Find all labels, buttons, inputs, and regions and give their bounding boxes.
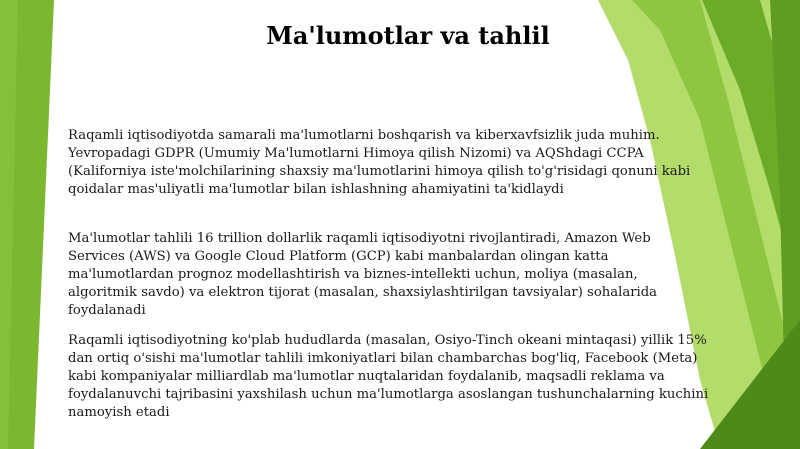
paragraph-data-analytics <box>68 230 768 320</box>
paragraph-data-management <box>68 127 768 199</box>
paragraph-line: kabi kompaniyalar milliardlab ma'lumotlar nuqtalaridan foydalanib, maqsadli reklama va <box>68 369 665 384</box>
paragraph-line: foydalanadi <box>68 303 146 318</box>
paragraph-line: Yevropadagi GDPR (Umumiy Ma'lumotlarni Himoya qilish Nizomi) va AQShdagi CCPA <box>68 146 644 161</box>
slide-title: Ma'lumotlar va tahlil <box>266 21 550 50</box>
paragraph-line: ma'lumotlardan prognoz modellashtirish va biznes-intellekti uchun, moliya (masalan, <box>68 267 638 282</box>
paragraph-line: Raqamli iqtisodiyotda samarali ma'lumotlarni boshqarish va kiberxavfsizlik juda muhim. <box>68 128 660 143</box>
paragraph-line: algoritmik savdo) va elektron tijorat (masalan, shaxsiylashtirilgan tavsiyalar) sohalarida <box>68 285 658 300</box>
paragraph-line: Services (AWS) va Google Cloud Platform (GCP) kabi manbalardan olingan katta <box>68 249 609 264</box>
paragraph-line: foydalanuvchi tajribasini yaxshilash uchun ma'lumotlarga asoslangan tushunchalarning kuchini <box>68 387 709 402</box>
paragraph-line: qoidalar mas'uliyatli ma'lumotlar bilan ishlashning ahamiyatini ta'kidlaydi <box>68 182 564 197</box>
paragraph-line: dan ortiq o'sishi ma'lumotlar tahlili imkoniyatlari bilan chambarchas bog'liq, Facebook (Meta) <box>68 351 698 366</box>
paragraph-line: namoyish etadi <box>68 405 170 420</box>
paragraph-digital-growth <box>68 332 768 422</box>
paragraph-line: (Kaliforniya iste'molchilarining shaxsiy ma'lumotlarini himoya qilish to'g'risidagi qonuni kabi <box>68 164 691 179</box>
paragraph-line: Ma'lumotlar tahlili 16 trillion dollarlik raqamli iqtisodiyotni rivojlantiradi, Amazon Web <box>68 231 651 246</box>
paragraph-line: Raqamli iqtisodiyotning ko'plab hududlarda (masalan, Osiyo-Tinch okeani mintaqasi) yillik 15% <box>68 333 707 348</box>
